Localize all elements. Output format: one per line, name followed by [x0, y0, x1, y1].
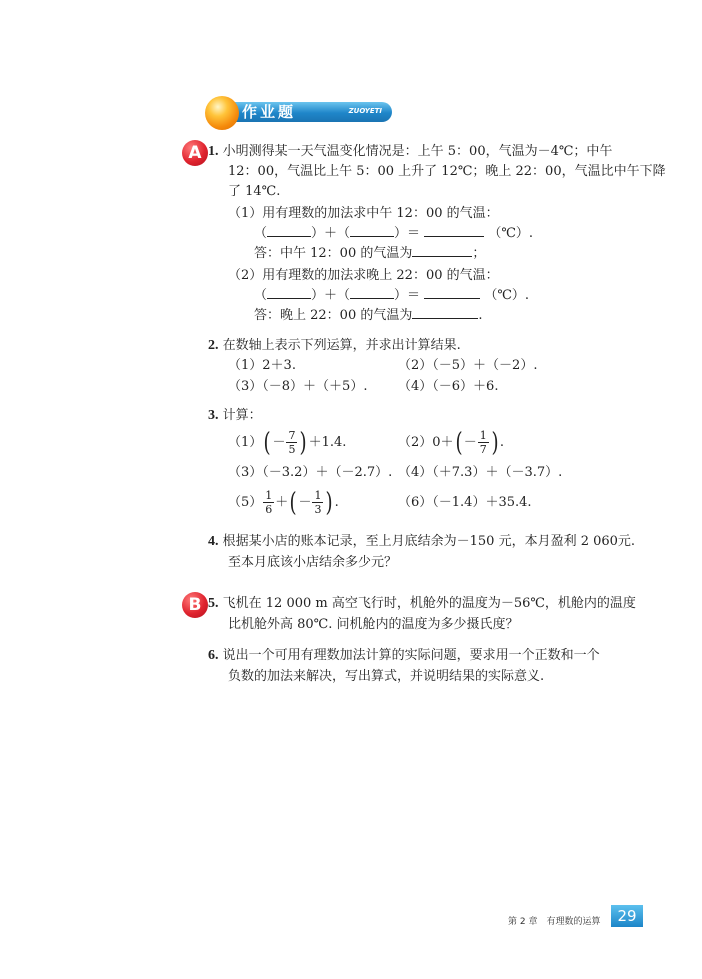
- question-number: 2.: [208, 338, 219, 353]
- paren-open: （: [254, 288, 268, 303]
- exercise-item: （3）（－3.2）＋（－2.7）.: [228, 465, 393, 480]
- question-6: [208, 646, 600, 666]
- fraction: [312, 489, 323, 516]
- question-text: 了 14℃.: [228, 184, 281, 199]
- answer-blank[interactable]: [267, 235, 311, 237]
- question-text: 至本月底该小店结余多少元？: [228, 555, 398, 570]
- question-2: [208, 336, 461, 356]
- answer-blank[interactable]: [412, 255, 472, 257]
- denominator: 7: [479, 443, 487, 456]
- question-text: 小明测得某一天气温变化情况是：上午 5：00，气温为－4℃；中午: [222, 144, 613, 159]
- paren-icon: ): [325, 487, 334, 518]
- question-text: 负数的加法来解决，写出算式，并说明结果的实际意义.: [228, 669, 545, 684]
- question-text: 12：00，气温比上午 5：00 上升了 12℃；晚上 22：00，气温比中午下降: [228, 164, 666, 179]
- question-5: [208, 594, 636, 614]
- fraction: [263, 489, 274, 516]
- exercise-item: （6）（－1.4）＋35.4.: [398, 495, 532, 510]
- numerator: 7: [288, 429, 296, 442]
- plus-sign: ）＋（: [311, 226, 351, 241]
- question-number: 3.: [208, 408, 219, 423]
- question-3: [208, 406, 262, 426]
- chapter-label: 第 2 章 有理数的运算: [508, 917, 601, 927]
- punctuation: ；: [472, 246, 486, 261]
- unit-label: （℃）.: [488, 226, 534, 241]
- question-text: 计算：: [222, 408, 262, 423]
- answer-blank[interactable]: [350, 235, 394, 237]
- section-title: 作业题: [242, 103, 297, 121]
- question-number: 1.: [208, 144, 219, 159]
- denominator: 6: [265, 503, 273, 516]
- fraction: [478, 429, 489, 456]
- exercise-item: （2）（－5）＋（－2）.: [398, 358, 538, 373]
- equation-row: [254, 224, 533, 244]
- answer-prompt: 答：中午 12：00 的气温为: [254, 246, 413, 261]
- expression-tail: ＋1.4.: [308, 435, 347, 450]
- exercise-item: [398, 428, 504, 458]
- item-label: （2）0＋: [398, 435, 454, 450]
- question-text: 飞机在 12 000 m 高空飞行时，机舱外的温度为－56℃，机舱内的温度: [222, 596, 636, 611]
- equals-sign: ）＝: [394, 226, 421, 241]
- unit-label: （℃）.: [484, 288, 530, 303]
- minus-sign: －: [272, 435, 286, 450]
- answer-blank[interactable]: [350, 297, 394, 299]
- plus-sign: ）＋（: [311, 288, 351, 303]
- equation-row: [254, 286, 529, 306]
- denominator: 5: [288, 443, 296, 456]
- exercise-item: （4）（＋7.3）＋（－3.7）.: [398, 465, 563, 480]
- answer-blank[interactable]: [424, 297, 480, 299]
- item-label: （1）: [228, 435, 263, 450]
- question-text: 说出一个可用有理数加法计算的实际问题，要求用一个正数和一个: [222, 648, 600, 663]
- exercise-item: [228, 488, 339, 518]
- answer-row: [254, 306, 483, 326]
- section-subtitle: ZUOYETI: [348, 107, 382, 115]
- exercise-item: （1）2＋3.: [228, 358, 296, 373]
- punctuation: .: [478, 308, 483, 323]
- exercise-item: [228, 428, 346, 458]
- paren-icon: (: [289, 487, 297, 518]
- numerator: 1: [314, 489, 322, 502]
- answer-blank[interactable]: [412, 317, 478, 319]
- answer-blank[interactable]: [424, 235, 484, 237]
- exercise-item: （3）（－8）＋（＋5）.: [228, 379, 368, 394]
- paren-icon: (: [455, 427, 463, 458]
- question-number: 5.: [208, 596, 219, 611]
- answer-blank[interactable]: [267, 297, 311, 299]
- numerator: 1: [265, 489, 273, 502]
- question-text: 根据某小店的账本记录，至上月底结余为－150 元，本月盈利 2 060元.: [222, 534, 636, 549]
- question-number: 4.: [208, 534, 219, 549]
- subquestion-label: （1）用有理数的加法求中午 12：00 的气温：: [228, 206, 499, 221]
- question-number: 6.: [208, 648, 219, 663]
- orb-icon: [205, 96, 239, 130]
- section-banner: [226, 102, 392, 122]
- answer-row: [254, 244, 485, 264]
- numerator: 1: [479, 429, 487, 442]
- exercise-item: （4）（－6）＋6.: [398, 379, 499, 394]
- minus-sign: －: [463, 435, 477, 450]
- expression-tail: .: [334, 495, 339, 510]
- question-1: [208, 142, 612, 162]
- page-number: 29: [611, 905, 643, 927]
- paren-icon: ): [299, 427, 308, 458]
- paren-open: （: [254, 226, 268, 241]
- question-text: 在数轴上表示下列运算，并求出计算结果.: [222, 338, 461, 353]
- paren-icon: ): [491, 427, 499, 458]
- minus-sign: －: [298, 495, 312, 510]
- fraction: [286, 429, 297, 456]
- paren-icon: (: [263, 427, 271, 458]
- level-a-badge: A: [182, 140, 208, 166]
- question-text: 比机舱外高 80℃. 问机舱内的温度为多少摄氏度？: [228, 617, 519, 632]
- subquestion-label: （2）用有理数的加法求晚上 22：00 的气温：: [228, 268, 499, 283]
- equals-sign: ）＝: [394, 288, 421, 303]
- answer-prompt: 答：晚上 22：00 的气温为: [254, 308, 413, 323]
- question-4: [208, 532, 635, 552]
- denominator: 3: [314, 503, 322, 516]
- expression-tail: .: [499, 435, 505, 450]
- plus-sign: ＋: [275, 495, 289, 510]
- level-b-badge: B: [182, 592, 208, 618]
- item-label: （5）: [228, 495, 263, 510]
